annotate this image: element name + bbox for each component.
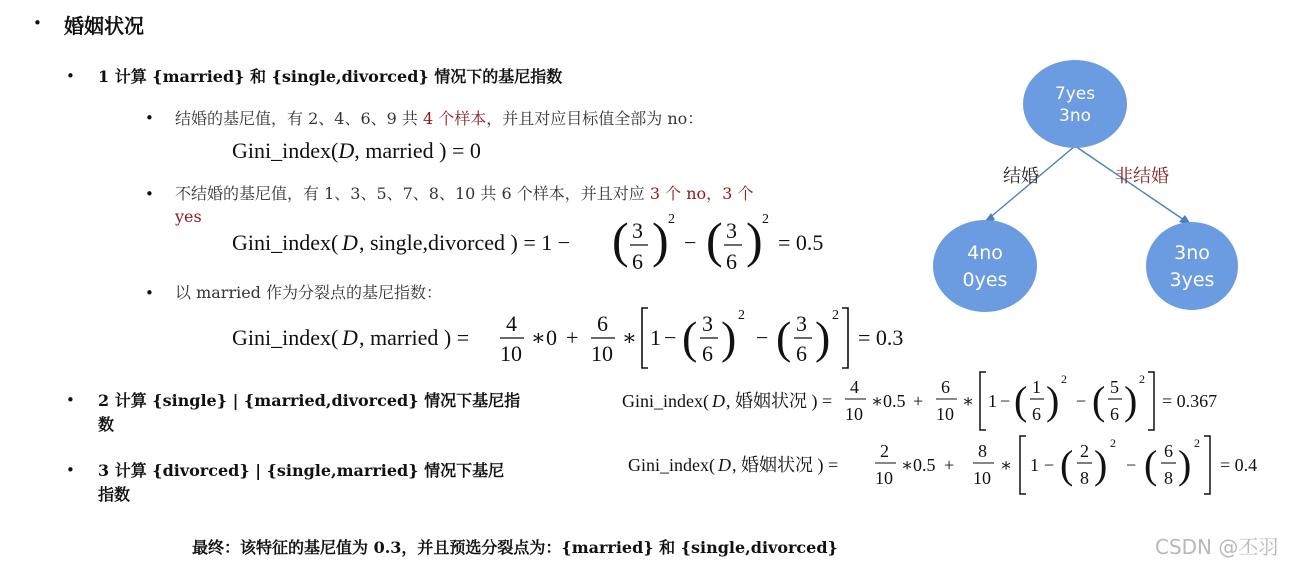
value: 0.5 bbox=[913, 455, 936, 475]
formula-result: = 0.367 bbox=[1162, 391, 1218, 411]
frac-den: 8 bbox=[1080, 468, 1089, 488]
left-paren: ( bbox=[776, 312, 792, 363]
right-yes-count: 3yes bbox=[1169, 269, 1215, 291]
left-paren: ( bbox=[1092, 378, 1106, 423]
left-paren: ( bbox=[682, 312, 698, 363]
minus-sign: − bbox=[1126, 455, 1137, 475]
plus-sign: + bbox=[566, 325, 579, 350]
bullet-dot: • bbox=[33, 14, 42, 32]
step1-split-text: 以 married 作为分裂点的基尼指数： bbox=[175, 283, 443, 302]
zero: 0 bbox=[546, 325, 557, 350]
bullet-dot: • bbox=[66, 67, 75, 85]
frac-num: 1 bbox=[1032, 377, 1041, 397]
step1-title: 1 计算 {married} 和 {single,divorced} 情况下的基尼指数 bbox=[98, 67, 563, 86]
tree-node-left bbox=[933, 220, 1037, 312]
frac-den: 10 bbox=[591, 341, 613, 366]
superscript: 2 bbox=[832, 308, 839, 323]
unmarried-text-prefix: 不结婚的基尼值，有 1、3、5、7、8、10 共 6 个样本，并且对应 bbox=[175, 184, 645, 203]
formula-step3-gini bbox=[624, 432, 1284, 498]
superscript: 2 bbox=[738, 308, 745, 323]
right-bracket bbox=[842, 308, 848, 368]
right-paren: ) bbox=[1178, 442, 1192, 487]
superscript: 2 bbox=[668, 212, 675, 227]
frac-den: 6 bbox=[796, 341, 807, 366]
bullet-dot: • bbox=[66, 391, 75, 409]
right-paren: ) bbox=[721, 312, 737, 363]
formula-lhs: Gini_index( bbox=[622, 391, 709, 411]
times-sign: ∗ bbox=[901, 455, 914, 475]
bullet-dot: • bbox=[145, 284, 154, 302]
minus-sign: − bbox=[756, 325, 769, 350]
value: 0.5 bbox=[883, 391, 906, 411]
edge-label-not-married: 非结婚 bbox=[1115, 166, 1169, 187]
frac-num: 4 bbox=[850, 377, 859, 397]
edge-label-married: 结婚 bbox=[1003, 166, 1039, 187]
minus-sign: − bbox=[1076, 391, 1087, 411]
frac-num: 6 bbox=[941, 377, 950, 397]
one: 1 bbox=[650, 325, 661, 350]
minus-sign: − bbox=[664, 325, 677, 350]
left-paren: ( bbox=[706, 212, 723, 268]
formula-arg: , married ) = bbox=[359, 325, 470, 350]
left-bracket bbox=[980, 372, 986, 430]
formula-single-divorced-gini bbox=[228, 205, 848, 275]
formula-married-gini bbox=[232, 138, 481, 164]
left-paren: ( bbox=[1144, 442, 1158, 487]
section-heading: 婚姻状况 bbox=[64, 14, 144, 38]
plus-sign: + bbox=[944, 455, 955, 475]
frac-num: 6 bbox=[1164, 441, 1173, 461]
frac-num: 3 bbox=[702, 311, 713, 336]
right-paren: ) bbox=[1124, 378, 1138, 423]
formula-result: = 0.3 bbox=[858, 325, 904, 350]
right-paren: ) bbox=[1094, 442, 1108, 487]
right-paren: ) bbox=[815, 312, 831, 363]
superscript: 2 bbox=[762, 212, 769, 227]
frac-den: 10 bbox=[875, 468, 893, 488]
left-paren: ( bbox=[1060, 442, 1074, 487]
frac-num: 3 bbox=[726, 218, 737, 243]
formula-lhs: Gini_index( bbox=[628, 455, 715, 475]
formula-arg: , single,divorced ) = 1 − bbox=[359, 230, 571, 255]
frac-num: 3 bbox=[632, 218, 643, 243]
frac-den: 6 bbox=[632, 249, 643, 274]
times-sign: ∗ bbox=[1000, 455, 1013, 475]
formula-result: = 0.4 bbox=[1220, 455, 1258, 475]
frac-den: 8 bbox=[1164, 468, 1173, 488]
frac-den: 10 bbox=[973, 468, 991, 488]
frac-num: 2 bbox=[880, 441, 889, 461]
superscript: 2 bbox=[1110, 436, 1116, 450]
watermark-text: CSDN @丕羽 bbox=[1155, 535, 1279, 559]
unmarried-counts-yes: yes bbox=[175, 207, 202, 226]
step1-married-text bbox=[175, 106, 703, 129]
root-no-count: 3no bbox=[1059, 106, 1091, 126]
formula-married-split-gini bbox=[228, 305, 928, 373]
formula-lhs: Gini_index( bbox=[232, 230, 339, 255]
right-bracket bbox=[1204, 436, 1210, 494]
formula-step2-gini bbox=[618, 368, 1258, 432]
frac-num: 3 bbox=[796, 311, 807, 336]
right-paren: ) bbox=[1046, 378, 1060, 423]
left-paren: ( bbox=[1014, 378, 1028, 423]
left-bracket bbox=[642, 308, 648, 368]
frac-num: 5 bbox=[1110, 377, 1119, 397]
times-sign: ∗ bbox=[962, 391, 975, 411]
frac-num: 4 bbox=[506, 311, 517, 336]
step2-title-line2: 数 bbox=[98, 415, 115, 434]
bullet-dot: • bbox=[145, 109, 154, 127]
frac-den: 6 bbox=[1110, 404, 1119, 424]
left-paren: ( bbox=[612, 212, 629, 268]
times-sign: ∗ bbox=[622, 325, 637, 350]
married-text-prefix: 结婚的基尼值，有 2、4、6、9 共 bbox=[175, 109, 418, 128]
one: 1 bbox=[988, 391, 997, 411]
frac-den: 10 bbox=[845, 404, 863, 424]
step2-title-line1: 2 计算 {single} | {married,divorced} 情况下基尼指 bbox=[98, 391, 521, 410]
one: 1 bbox=[1030, 455, 1039, 475]
frac-den: 6 bbox=[702, 341, 713, 366]
frac-den: 10 bbox=[936, 404, 954, 424]
formula-arg: , 婚姻状况 ) = bbox=[726, 391, 833, 411]
superscript: 2 bbox=[1139, 372, 1145, 386]
formula-lhs: Gini_index( bbox=[232, 138, 339, 163]
bullet-dot: • bbox=[66, 461, 75, 479]
frac-den: 6 bbox=[1032, 404, 1041, 424]
formula-lhs: Gini_index( bbox=[232, 325, 339, 350]
formula-var-d: D bbox=[718, 455, 731, 475]
married-text-suffix: ，并且对应目标值全部为 no： bbox=[486, 109, 704, 128]
decision-tree-diagram bbox=[925, 60, 1255, 320]
right-no-count: 3no bbox=[1174, 242, 1210, 264]
formula-var-d: D bbox=[712, 391, 725, 411]
frac-den: 6 bbox=[726, 249, 737, 274]
minus-sign: − bbox=[1000, 391, 1011, 411]
left-yes-count: 0yes bbox=[962, 269, 1008, 291]
plus-sign: + bbox=[913, 391, 924, 411]
married-sample-count: 4 个样本 bbox=[423, 109, 487, 128]
formula-result: = 0.5 bbox=[778, 230, 824, 255]
formula-var-d: D bbox=[342, 230, 358, 255]
step1-unmarried-text bbox=[175, 181, 753, 204]
formula-arg: , 婚姻状况 ) = bbox=[732, 455, 839, 475]
tree-node-right bbox=[1146, 222, 1238, 310]
formula-var-d: D bbox=[338, 138, 355, 163]
left-no-count: 4no bbox=[967, 242, 1003, 264]
unmarried-counts: 3 个 no，3 个 bbox=[649, 184, 754, 203]
root-yes-count: 7yes bbox=[1054, 84, 1096, 104]
frac-num: 2 bbox=[1080, 441, 1089, 461]
frac-num: 8 bbox=[978, 441, 987, 461]
tree-node-root bbox=[1023, 60, 1127, 148]
conclusion-text: 最终：该特征的基尼值为 0.3，并且预选分裂点为：{married} 和 {single,divorced} bbox=[192, 538, 838, 557]
step3-title-line1: 3 计算 {divorced} | {single,married} 情况下基尼 bbox=[98, 461, 505, 480]
minus-sign: − bbox=[684, 230, 697, 255]
frac-den: 10 bbox=[500, 341, 522, 366]
right-paren: ) bbox=[652, 212, 669, 268]
right-bracket bbox=[1148, 372, 1154, 430]
times-sign: ∗ bbox=[531, 325, 546, 350]
left-bracket bbox=[1020, 436, 1026, 494]
times-sign: ∗ bbox=[871, 391, 884, 411]
superscript: 2 bbox=[1061, 372, 1067, 386]
frac-num: 6 bbox=[597, 311, 608, 336]
step3-title-line2: 指数 bbox=[98, 485, 131, 504]
superscript: 2 bbox=[1194, 436, 1200, 450]
minus-sign: − bbox=[1044, 455, 1055, 475]
bullet-dot: • bbox=[145, 185, 154, 203]
right-paren: ) bbox=[746, 212, 763, 268]
formula-var-d: D bbox=[342, 325, 358, 350]
formula-rhs: , married ) = 0 bbox=[354, 138, 481, 163]
